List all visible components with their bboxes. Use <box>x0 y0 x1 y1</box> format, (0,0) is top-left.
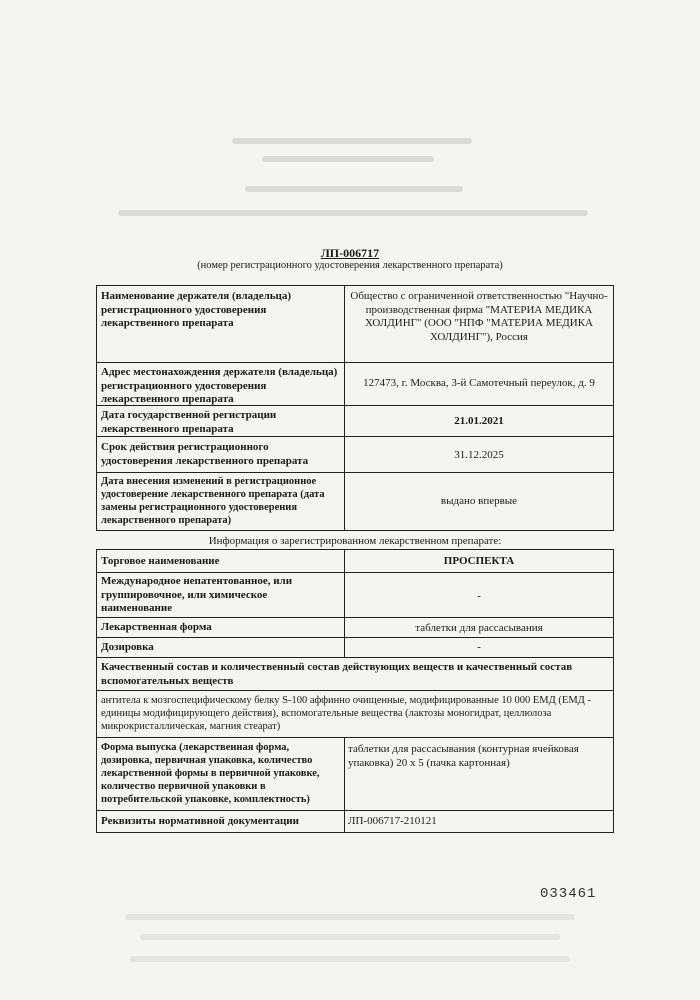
trade-name-value: ПРОСПЕКТА <box>443 555 515 567</box>
table-row-divider <box>96 810 614 811</box>
composition-value: антитела к мозгоспецифическому белку S-100 аффинно очищенные, модифицированные 10 000 ЕМД (ЕМД - единицы модифицирующего действия), вспомогательные вещества (лактозы моногидрат, целлюлоза микрокристаллическая, магния стеарат) <box>101 695 591 732</box>
table-row-divider <box>96 690 614 691</box>
reg-number-caption: (номер регистрационного удостоверения лекарственного препарата) <box>197 260 503 271</box>
norm-doc-label: Реквизиты нормативной документации <box>101 815 299 827</box>
info-heading: Информация о зарегистрированном лекарственном препарате: <box>208 535 502 547</box>
holder-label: Наименование держателя (владельца) регистрационного удостоверения лекарственного препарата <box>101 290 292 329</box>
composition-label: Качественный состав и количественный состав действующих веществ и качественный состав вспомогательных веществ <box>101 661 573 687</box>
address-label: Адрес местонахождения держателя (владельца) регистрационного удостоверения лекарственного препарата <box>101 366 338 405</box>
validity-label: Срок действия регистрационного удостоверения лекарственного препарата <box>101 441 309 467</box>
table-row-divider <box>96 572 614 573</box>
inn-value: - <box>477 590 481 602</box>
faint-header-line <box>232 138 472 144</box>
release-form-value: таблетки для рассасывания (контурная ячейковая упаковка) 20 х 5 (пачка картонная) <box>348 743 579 769</box>
table-border <box>613 285 614 530</box>
table-row-divider <box>96 362 614 363</box>
inn-label: Международное непатентованное, или группировочное, или химическое наименование <box>101 575 293 614</box>
form-label: Лекарственная форма <box>101 621 212 633</box>
faint-header-line <box>118 210 588 216</box>
faint-header-line <box>262 156 434 162</box>
table-row-divider <box>96 436 614 437</box>
table-border <box>613 549 614 833</box>
release-form-label: Форма выпуска (лекарственная форма, дозировка, первичная упаковка, количество лекарственной формы в первичной упаковке, количество первичной упаковки в потребительской упаковке, комплектность) <box>101 742 320 805</box>
reg-date-label: Дата государственной регистрации лекарственного препарата <box>101 409 277 435</box>
table-border <box>96 832 614 833</box>
table-border <box>96 530 614 531</box>
table-row-divider <box>96 472 614 473</box>
table-divider <box>344 549 345 658</box>
table-row-divider <box>96 657 614 658</box>
table-divider <box>344 737 345 833</box>
faint-footer-line <box>130 956 570 962</box>
table-border <box>96 285 614 286</box>
faint-header-line <box>245 186 463 192</box>
reg-date-value: 21.01.2021 <box>454 415 504 427</box>
reg-number: ЛП-006717 <box>320 246 380 260</box>
table-border <box>96 549 614 550</box>
validity-value: 31.12.2025 <box>454 449 504 461</box>
dosage-value: - <box>477 641 481 653</box>
table-border <box>96 285 97 530</box>
table-divider <box>344 285 345 530</box>
changes-value: выдано впервые <box>440 495 518 507</box>
table-row-divider <box>96 737 614 738</box>
faint-footer-line <box>125 914 575 920</box>
table-border <box>96 549 97 833</box>
trade-name-label: Торговое наименование <box>101 555 220 567</box>
changes-label: Дата внесения изменений в регистрационное удостоверение лекарственного препарата (дата замены регистрационного удостоверения лекарственного препарата) <box>101 476 325 526</box>
address-value: 127473, г. Москва, 3-й Самотечный переулок, д. 9 <box>363 377 595 389</box>
table-row-divider <box>96 617 614 618</box>
form-value: таблетки для рассасывания <box>415 622 543 634</box>
faint-footer-line <box>140 934 560 940</box>
norm-doc-value: ЛП-006717-210121 <box>348 815 437 827</box>
holder-value: Общество с ограниченной ответственностью "Научно-производственная фирма "МАТЕРИА МЕДИКА ХОЛДИНГ" (ООО "НПФ "МАТЕРИА МЕДИКА ХОЛДИНГ"), Россия <box>350 290 608 343</box>
dosage-label: Дозировка <box>101 641 154 653</box>
table-row-divider <box>96 637 614 638</box>
form-serial-number: 033461 <box>540 886 597 902</box>
